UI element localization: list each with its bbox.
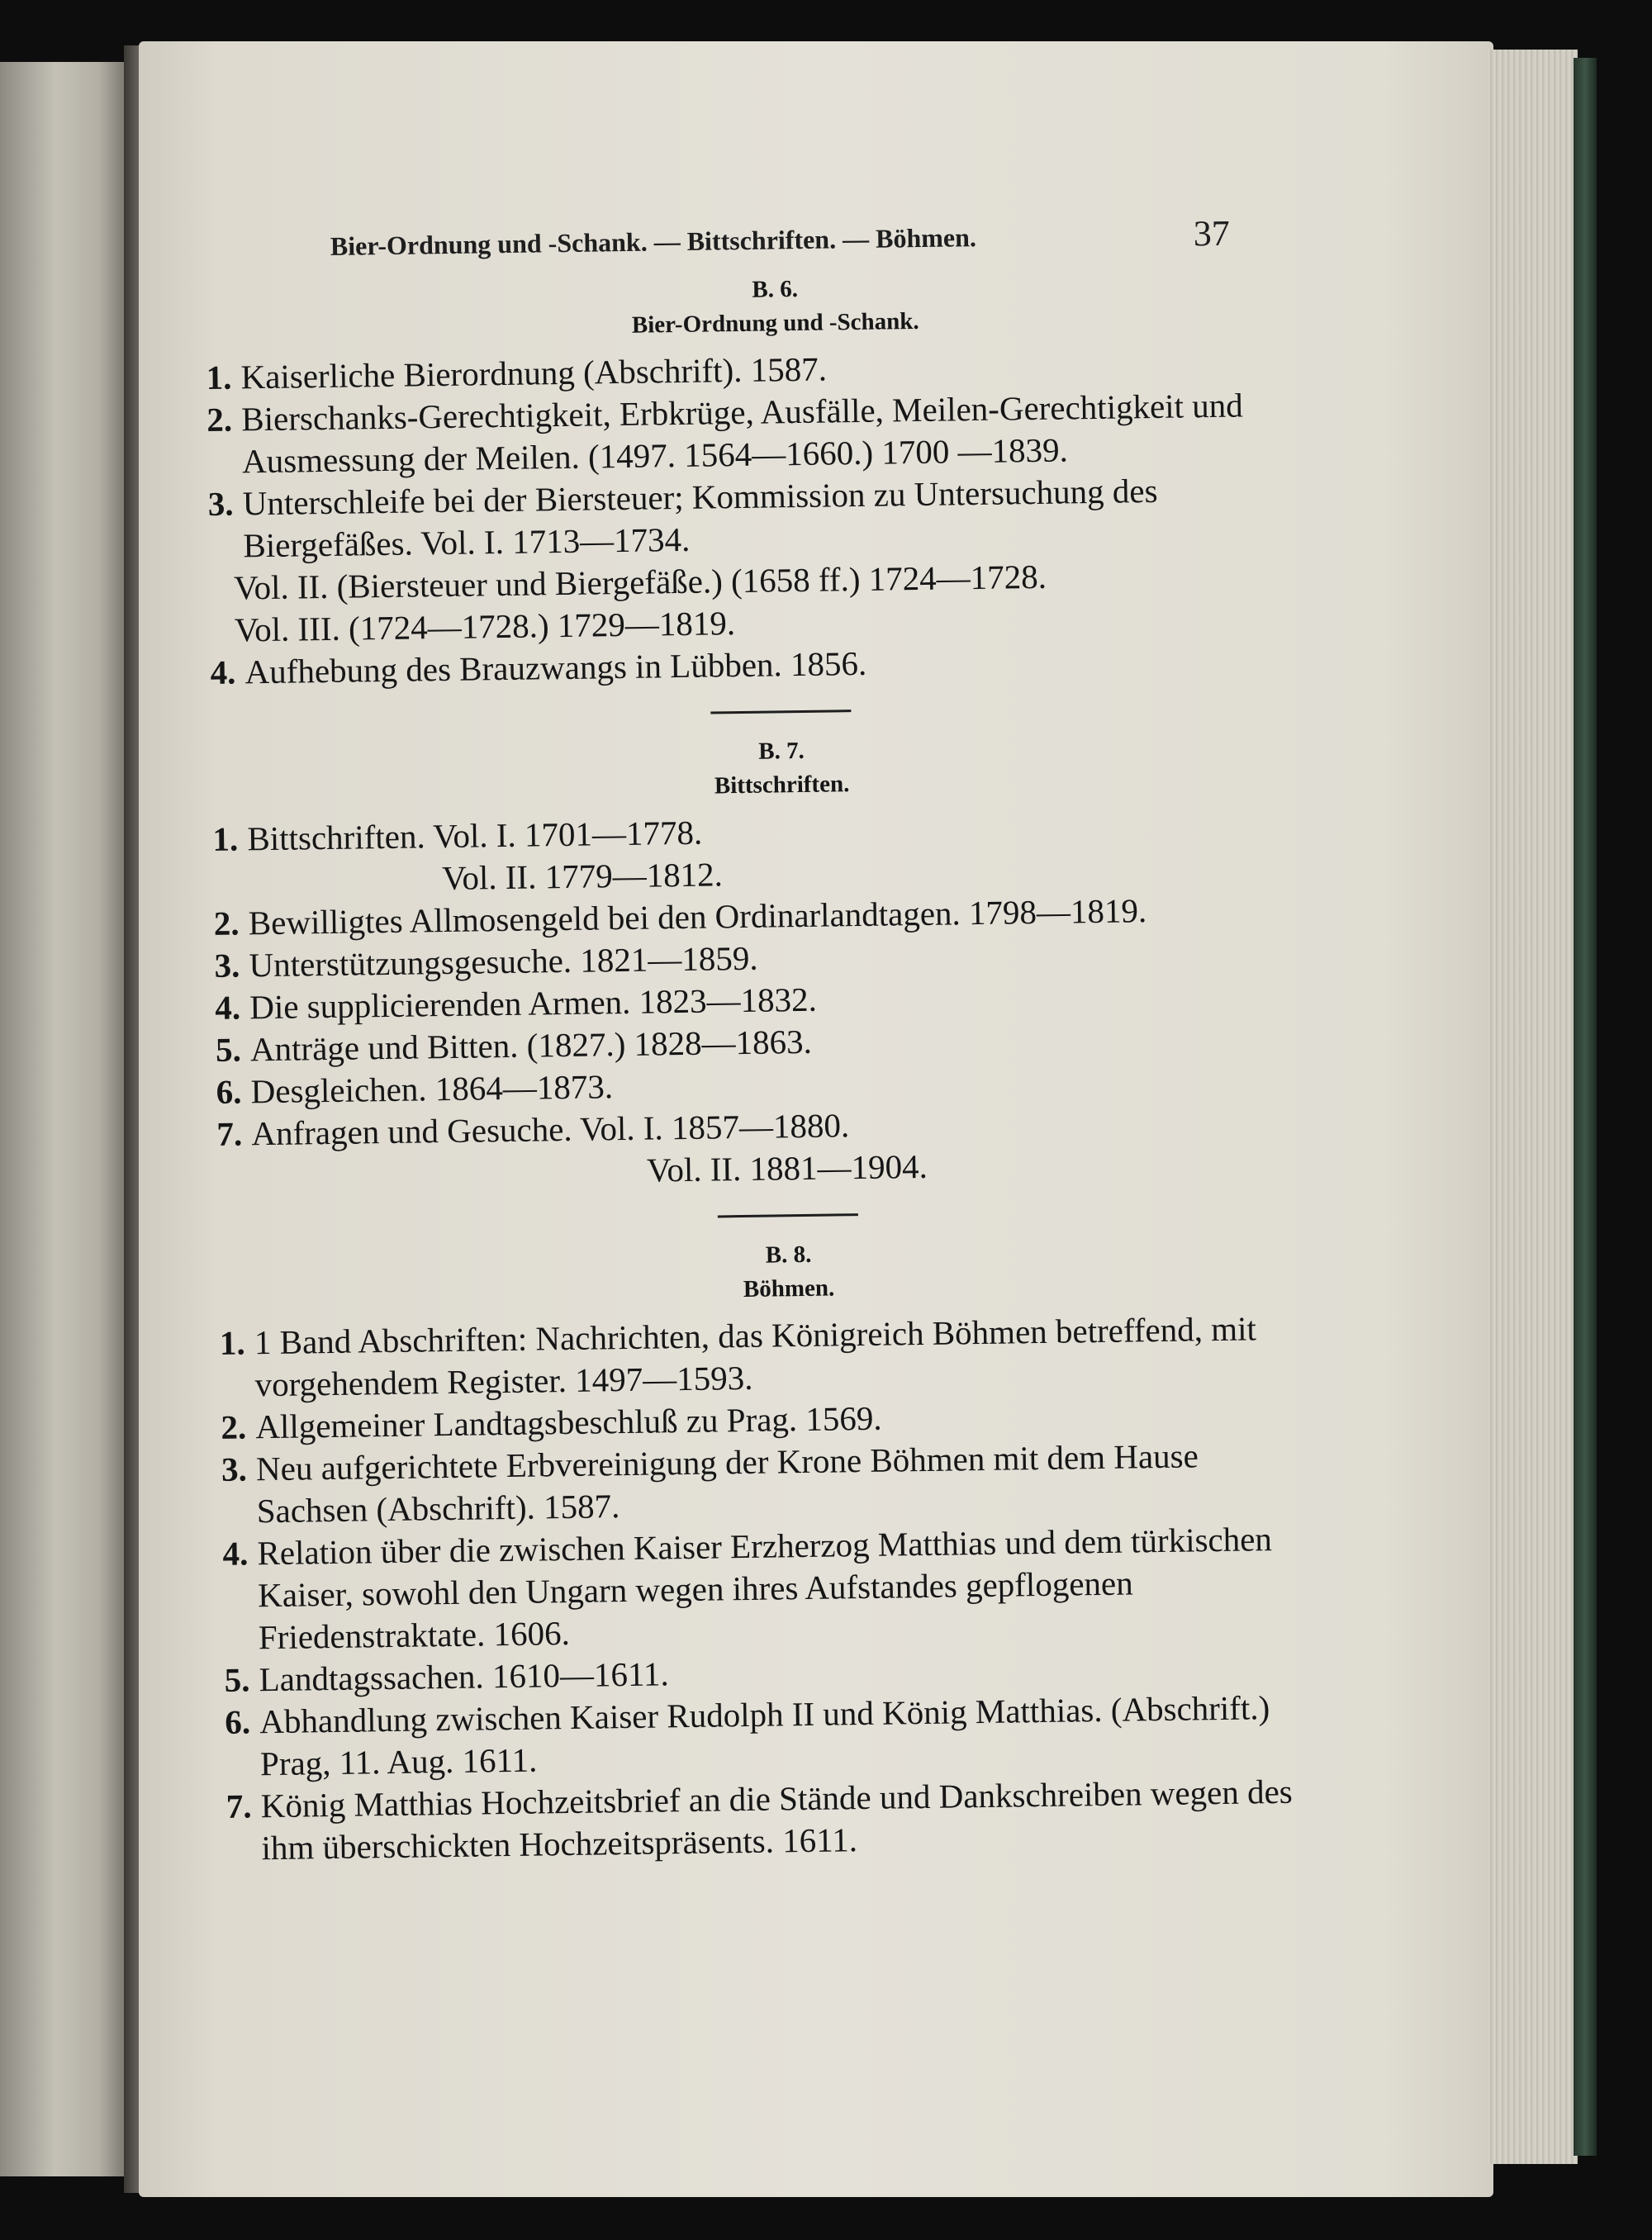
item-text: Vol. II. 1779—1812. [441, 855, 724, 898]
section-title: Böhmen. [743, 1274, 835, 1303]
list-item [206, 384, 1281, 483]
book-cover-edge [1574, 58, 1597, 2156]
item-text: Vol. II. (Biersteuer und Biergefäße.) (1658 ff.) 1724—1728. [233, 557, 1047, 607]
item-text: Bewilligtes Allmosengeld bei den Ordinarlandtagen. 1798—1819. [248, 891, 1147, 942]
section-b8 [218, 1232, 1300, 1870]
page-block-edges [1487, 50, 1578, 2164]
item-text: Relation über die zwischen Kaiser Erzherzog Matthias und dem türkischen Kaiser, sowohl den Ungarn wegen ihres Aufstandes gepflogenen Friedenstraktate. 1606. [257, 1520, 1273, 1657]
item-text: König Matthias Hochzeitsbrief an die Stände und Dankschreiben wegen des ihm überschickten Hochzeitspräsents. 1611. [260, 1772, 1293, 1867]
item-number: 1. [206, 358, 232, 396]
section-divider [710, 709, 851, 714]
item-text: Bittschriften. Vol. I. 1701—1778. [247, 813, 703, 858]
item-text: Anfragen und Gesuche. Vol. I. 1857—1880. [251, 1106, 850, 1153]
item-number: 3. [207, 484, 234, 523]
item-text: Vol. III. (1724—1728.) 1729—1819. [234, 604, 736, 649]
item-text: Bierschanks-Gerechtigkeit, Erbkrüge, Ausfälle, Meilen-Gerechtigkeit und Ausmessung der Meilen. (1497. 1564—1660.) 1700 —1839. [241, 386, 1244, 481]
item-text: Desgleichen. 1864—1873. [250, 1067, 614, 1111]
section-title: Bier-Ordnung und -Schank. [631, 307, 919, 339]
left-page-edge [0, 62, 124, 2176]
item-text: Neu aufgerichtete Erbvereinigung der Krone Böhmen mit dem Hause Sachsen (Abschrift). 1587. [255, 1436, 1199, 1531]
section-label: B. 7. [757, 737, 805, 765]
item-text: Aufhebung des Brauzwangs in Lübben. 1856. [244, 643, 867, 691]
item-number: 6. [216, 1072, 242, 1111]
item-number: 2. [221, 1407, 247, 1446]
list-item [207, 468, 1282, 567]
running-title: Bier-Ordnung und -Schank. — Bittschriften. — Böhmen. [330, 222, 977, 261]
item-number: 5. [215, 1030, 242, 1069]
item-text: Kaiserliche Bierordnung (Abschrift). 1587. [240, 349, 828, 396]
page-number: 37 [1193, 212, 1231, 254]
list-item [225, 1771, 1300, 1870]
section-label: B. 6. [752, 275, 799, 303]
item-number: 4. [210, 653, 236, 691]
item-number: 3. [214, 946, 240, 985]
section-divider [718, 1213, 858, 1217]
item-number: 3. [221, 1450, 248, 1488]
item-text: Unterstützungsgesuche. 1821—1859. [249, 938, 758, 985]
item-text: 1 Band Abschriften: Nachrichten, das Königreich Böhmen betreffend, mit vorgehendem Register. 1497—1593. [254, 1309, 1257, 1404]
section-b6 [205, 266, 1284, 694]
item-number: 4. [222, 1534, 249, 1573]
list-item [222, 1518, 1298, 1659]
item-text: Unterschleife bei der Biersteuer; Kommission zu Untersuchung des Biergefäßes. Vol. I. 1713—1734. [242, 471, 1158, 565]
item-number: 7. [225, 1787, 252, 1825]
item-text: Anträge und Bitten. (1827.) 1828—1863. [249, 1022, 813, 1069]
item-number: 5. [224, 1660, 250, 1699]
item-number: 7. [216, 1114, 243, 1153]
section-title: Bittschriften. [714, 771, 850, 800]
item-text: Landtagssachen. 1610—1611. [259, 1654, 669, 1699]
item-number: 2. [206, 400, 233, 439]
item-text: Vol. II. 1881—1904. [646, 1146, 928, 1189]
item-text: Abhandlung zwischen Kaiser Rudolph II und König Matthias. (Abschrift.) Prag, 11. Aug. 1611. [259, 1688, 1270, 1783]
item-number: 4. [214, 988, 241, 1027]
item-number: 1. [212, 819, 239, 858]
item-number: 2. [213, 904, 240, 942]
item-number: 6. [225, 1702, 251, 1741]
section-label: B. 8. [765, 1241, 812, 1269]
item-text: Allgemeiner Landtagsbeschluß zu Prag. 1569. [255, 1398, 882, 1446]
item-number: 1. [219, 1323, 246, 1362]
list-item [221, 1434, 1296, 1533]
section-b7 [211, 728, 1292, 1198]
item-text: Die supplicierenden Armen. 1823—1832. [249, 980, 818, 1027]
page-body [205, 266, 1303, 2032]
list-item [225, 1687, 1299, 1786]
list-item [220, 1307, 1294, 1407]
